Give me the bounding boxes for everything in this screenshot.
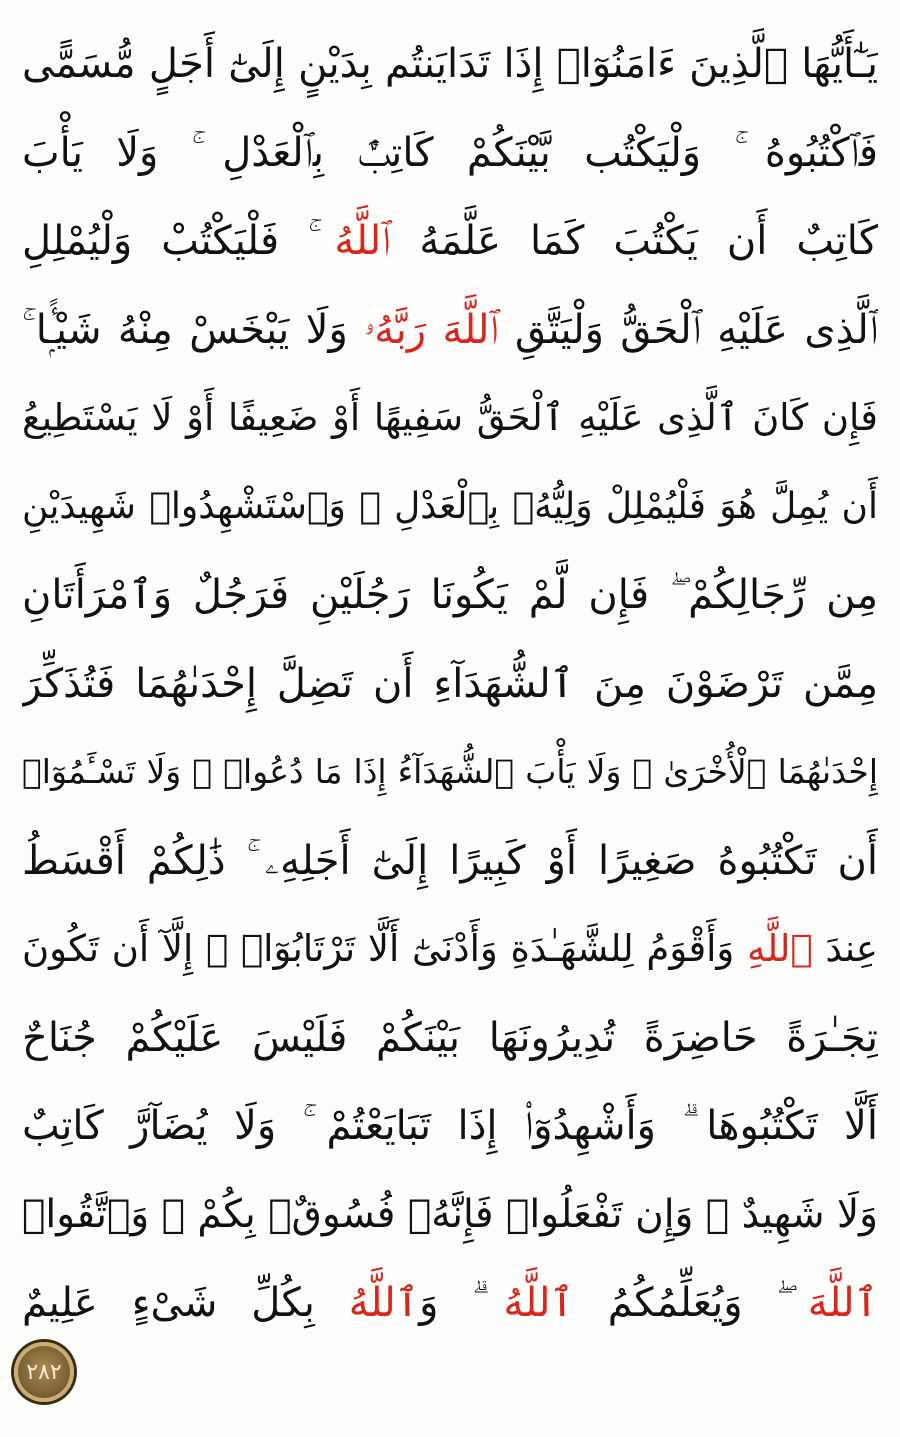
text-line [22, 109, 878, 198]
ayah-number: ٢٨٢ [26, 1359, 62, 1385]
ayah-number-medallion [14, 1342, 74, 1402]
divine-name: ٱللَّهَ [807, 1280, 878, 1326]
text-line [22, 994, 878, 1083]
text-segment: مِن رِّجَالِكُمْ ۖ فَإِن لَّمْ يَكُونَا رَجُلَيْنِ فَرَجُلٌ وَٱمْرَأَتَانِ [22, 572, 878, 618]
text-segment: فَإِن كَانَ ٱلَّذِى عَلَيْهِ ٱلْحَقُّ سَفِيهًا أَوْ ضَعِيفًا أَوْ لَا يَسْتَطِيعُ [22, 396, 878, 439]
divine-name: ٱللَّهَ رَبَّهُۥ [364, 306, 499, 353]
text-segment: تِجَـٰرَةً حَاضِرَةً تُدِيرُونَهَا بَيْنَكُمْ فَلَيْسَ عَلَيْكُمْ جُنَاحٌ [22, 1014, 878, 1061]
text-line [22, 20, 878, 109]
text-segment: يَـٰٓأَيُّهَا ٱلَّذِينَ ءَامَنُوٓا۟ إِذَا تَدَايَنتُم بِدَيْنٍ إِلَىٰٓ أَجَلٍ مُّسَمًّى [22, 41, 878, 87]
text-line [22, 905, 878, 994]
text-line [22, 463, 878, 552]
text-segment: ۗ وَ [419, 1280, 504, 1326]
text-segment: عِندَ [812, 927, 878, 970]
text-segment: ٱلَّذِى عَلَيْهِ ٱلْحَقُّ وَلْيَتَّقِ [498, 306, 878, 353]
text-line [22, 817, 878, 906]
text-segment: وَأَقْوَمُ لِلشَّهَـٰدَةِ وَأَدْنَىٰٓ أَلَّا تَرْتَابُوٓا۟ ۖ إِلَّآ أَن تَكُونَ [22, 927, 748, 970]
text-segment: أَلَّا تَكْتُبُوهَا ۗ وَأَشْهِدُوٓا۟ إِذَا تَبَايَعْتُمْ ۚ وَلَا يُضَآرَّ كَاتِبٌ [22, 1103, 878, 1149]
text-segment: ۚ فَلْيَكْتُبْ وَلْيُمْلِلِ [22, 218, 335, 264]
text-line [22, 1082, 878, 1171]
text-segment: ۖ وَيُعَلِّمُكُمُ [573, 1280, 808, 1326]
text-line [22, 728, 878, 817]
divine-name: ٱللَّهُ [348, 1280, 420, 1326]
text-segment: وَلَا يَبْخَسْ مِنْهُ شَيْـًۭٔا ۚ [22, 306, 365, 353]
text-segment: كَاتِبٌ أَن يَكْتُبَ كَمَا عَلَّمَهُ [390, 218, 878, 264]
text-segment: أَن يُمِلَّ هُوَ فَلْيُمْلِلْ وَلِيُّهُۥ بِٱلْعَدْلِ ۚ وَٱسْتَشْهِدُوا۟ شَهِيدَيْنِ [22, 485, 878, 527]
text-line [22, 286, 878, 375]
text-segment: أَن تَكْتُبُوهُ صَغِيرًا أَوْ كَبِيرًا إِلَىٰٓ أَجَلِهِۦ ۚ ذَٰلِكُمْ أَقْسَطُ [22, 837, 878, 884]
ayah-text-block [22, 20, 878, 1348]
text-line [22, 197, 878, 286]
text-line [22, 374, 878, 463]
divine-name: ٱللَّهِ [747, 927, 813, 970]
text-line [22, 640, 878, 729]
text-line [22, 551, 878, 640]
divine-name: ٱللَّهُ [503, 1280, 574, 1326]
text-segment: إِحْدَىٰهُمَا ٱلْأُخْرَىٰ ۚ وَلَا يَأْبَ ٱلشُّهَدَآءُ إِذَا مَا دُعُوا۟ ۚ وَلَا تَسْـَٔمُوٓا۟ [22, 752, 878, 791]
text-segment: بِكُلِّ شَىْءٍ عَلِيمٌ [22, 1280, 349, 1326]
text-segment: فَٱكْتُبُوهُ ۚ وَلْيَكْتُب بَّيْنَكُمْ كَاتِبٌۢ بِٱلْعَدْلِ ۚ وَلَا يَأْبَ [22, 129, 878, 176]
text-segment: مِمَّن تَرْضَوْنَ مِنَ ٱلشُّهَدَآءِ أَن تَضِلَّ إِحْدَىٰهُمَا فَتُذَكِّرَ [22, 660, 878, 707]
text-line [22, 1171, 878, 1260]
text-line [22, 1259, 878, 1348]
text-segment: وَلَا شَهِيدٌ ۚ وَإِن تَفْعَلُوا۟ فَإِنَّهُۥ فُسُوقٌۢ بِكُمْ ۗ وَٱتَّقُوا۟ [22, 1191, 878, 1237]
divine-name: ٱللَّهُ [334, 218, 391, 264]
